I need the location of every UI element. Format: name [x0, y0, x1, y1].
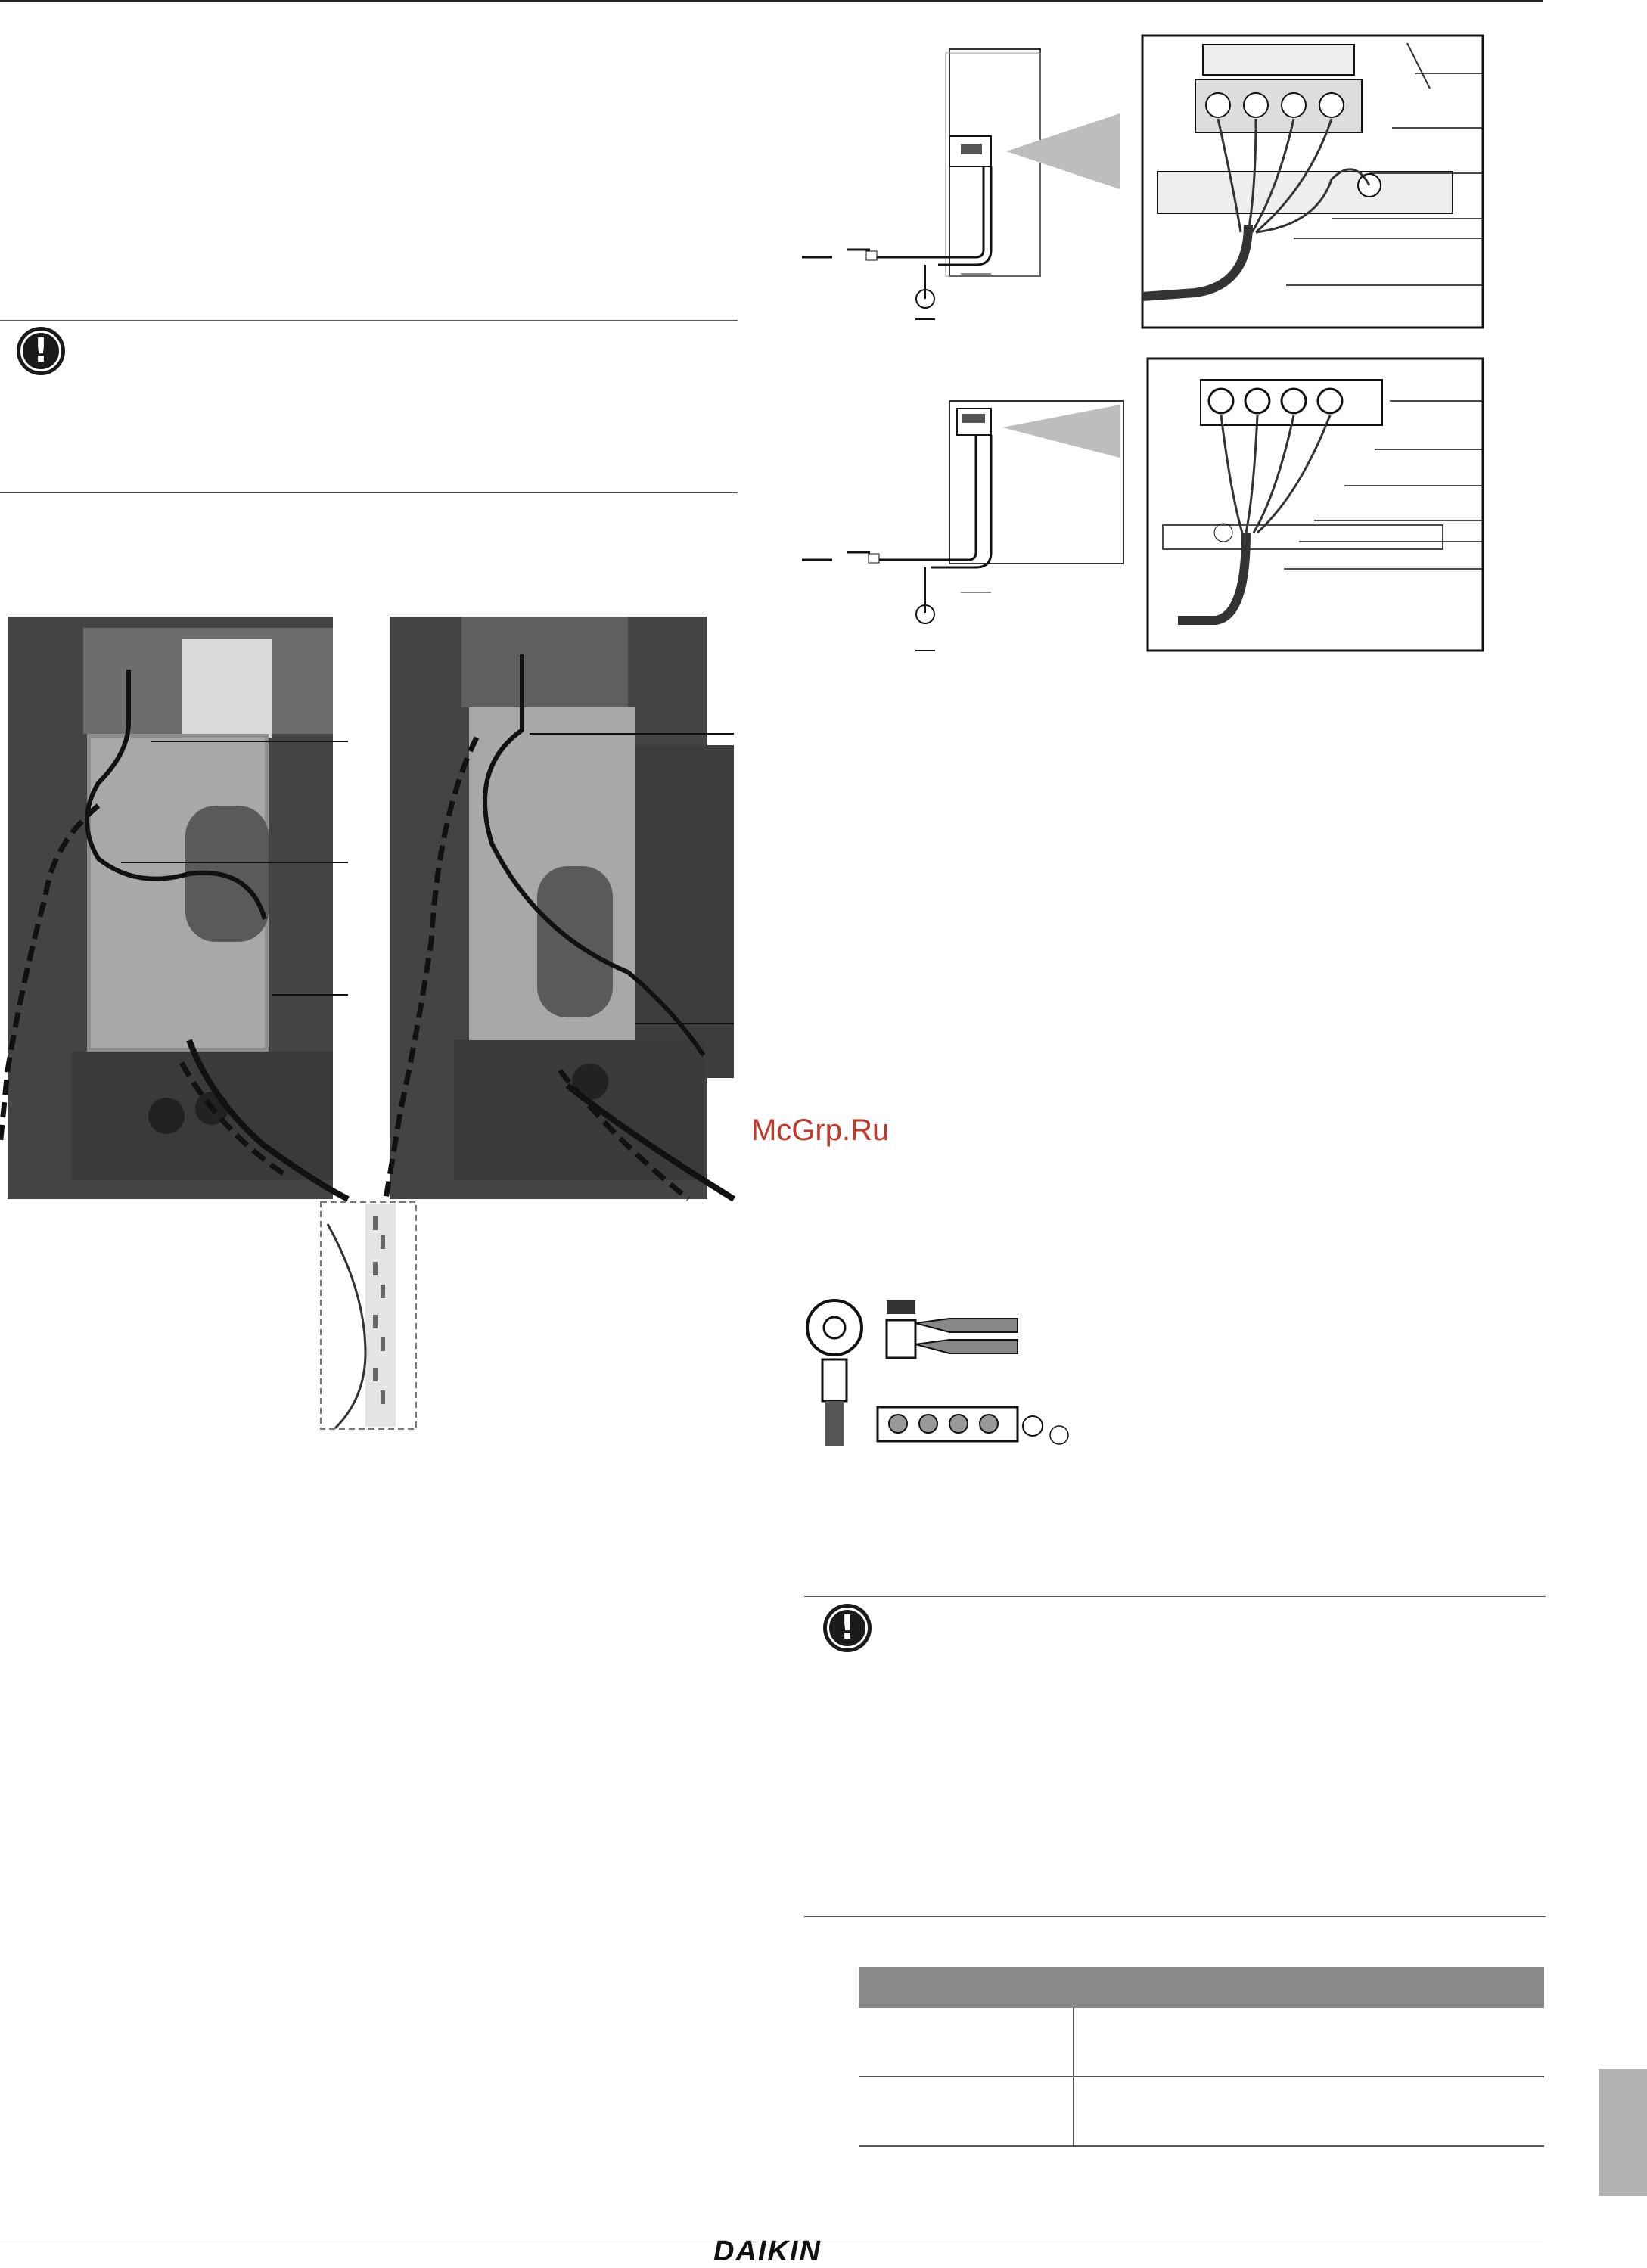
table-cell	[859, 2077, 1074, 2146]
warning-box-2-top-rule	[804, 1596, 1546, 1597]
cable-routing-detail	[320, 1201, 417, 1430]
outdoor-unit-photo-2	[386, 617, 734, 1199]
chapter-side-tab	[1599, 2069, 1647, 2196]
exclamation-circle-icon: !	[17, 327, 65, 375]
table-cell	[1073, 2008, 1544, 2077]
warning-box-2-bottom-rule	[804, 1916, 1546, 1917]
table-row	[859, 2008, 1544, 2077]
table-cell	[859, 2008, 1074, 2077]
outdoor-unit-photo-1	[0, 617, 348, 1199]
warning-box-1-bottom-rule	[0, 492, 738, 493]
warning-box-1-top-rule	[0, 320, 738, 321]
terminal-detail-1	[1142, 36, 1483, 328]
brand-logo: DAIKIN	[713, 2235, 822, 2267]
table-row	[859, 2077, 1544, 2146]
exclamation-circle-icon: !	[823, 1604, 872, 1652]
terminal-detail-2	[1148, 359, 1483, 651]
specification-table	[859, 1967, 1544, 2147]
table-header-cell	[1073, 1968, 1544, 2008]
table-header-cell	[859, 1968, 1074, 2008]
watermark: McGrp.Ru	[751, 1114, 890, 1147]
ring-terminal-figure	[798, 1290, 1086, 1452]
table-cell	[1073, 2077, 1544, 2146]
top-rule	[0, 0, 1543, 2]
